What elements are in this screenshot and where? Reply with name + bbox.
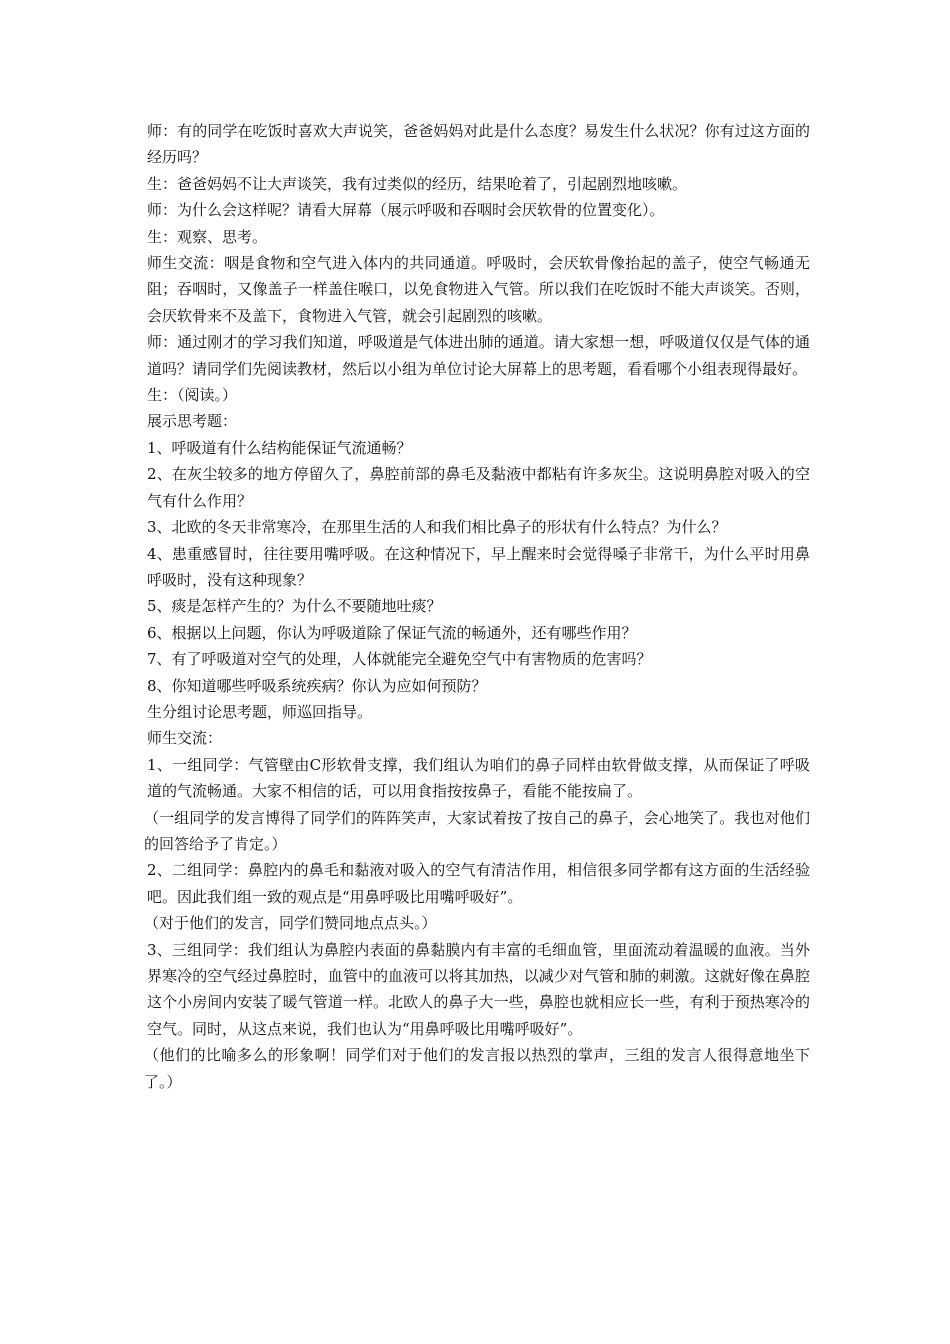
group-2-note: （对于他们的发言，同学们赞同地点点头。） <box>144 914 437 933</box>
document-page <box>144 118 810 1095</box>
question-5: 5、痰是怎样产生的？为什么不要随地吐痰？ <box>147 597 442 616</box>
exchange-heading: 师生交流： <box>147 729 223 748</box>
question-4: 4、患重感冒时，往往要用嘴呼吸。在这种情况下，早上醒来时会觉得嗓子非常干，为什么平时用鼻呼吸时，没有这种现象？ <box>147 544 810 589</box>
question-3: 3、北欧的冬天非常寒冷，在那里生活的人和我们相比鼻子的形状有什么特点？为什么？ <box>147 518 727 537</box>
group-discussion: 生分组讨论思考题，师巡回指导。 <box>147 702 373 721</box>
group-3-answer: 3、三组同学：我们组认为鼻腔内表面的鼻黏膜内有丰富的毛细血管，里面流动着温暖的血液。当外界寒冷的空气经过鼻腔时，血管中的血液可以将其加热，以减少对气管和肺的刺激。这就好像在鼻腔这个小房间内安装了暖气管道一样。北欧人的鼻子大一些，鼻腔也就相应长一些，有利于预热寒冷的空气。同时，从这点来说，我们也认为“用鼻呼吸比用嘴呼吸好”。 <box>147 940 810 1038</box>
question-8: 8、你知道哪些呼吸系统疾病？你认为应如何预防？ <box>147 676 487 695</box>
questions-heading: 展示思考题： <box>147 412 238 431</box>
group-2-answer: 2、二组同学：鼻腔内的鼻毛和黏液对吸入的空气有清洁作用，相信很多同学都有这方面的生活经验吧。因此我们组一致的观点是“用鼻呼吸比用嘴呼吸好”。 <box>147 861 810 906</box>
teacher-respiratory-tract: 师：通过刚才的学习我们知道，呼吸道是气体进出肺的通道。请大家想一想，呼吸道仅仅是气体的通道吗？请同学们先阅读教材，然后以小组为单位讨论大屏幕上的思考题，看看哪个小组表现得最好。 <box>147 333 810 378</box>
group-1-note: （一组同学的发言博得了同学们的阵阵笑声，大家试着按了按自己的鼻子，会心地笑了。我也对他们的回答给予了肯定。） <box>144 808 810 853</box>
group-3-note: （他们的比喻多么的形象啊！同学们对于他们的发言报以热烈的掌声，三组的发言人很得意地坐下了。） <box>144 1046 810 1091</box>
student-answer-dinner: 生：爸爸妈妈不让大声谈笑，我有过类似的经历，结果呛着了，引起剧烈地咳嗽。 <box>147 174 688 193</box>
question-2: 2、在灰尘较多的地方停留久了，鼻腔前部的鼻毛及黏液中都粘有许多灰尘。这说明鼻腔对吸入的空气有什么作用？ <box>147 465 810 510</box>
question-7: 7、有了呼吸道对空气的处理，人体就能完全避免空气中有害物质的危害吗？ <box>147 650 652 669</box>
student-reading: 生：（阅读。） <box>147 386 238 405</box>
group-1-answer: 1、一组同学：气管壁由C形软骨支撑，我们组认为咱们的鼻子同样由软骨做支撑，从而保证了呼吸道的气流畅通。大家不相信的话，可以用食指按按鼻子，看能不能按扁了。 <box>147 755 810 801</box>
student-observe: 生：观察、思考。 <box>147 227 268 246</box>
question-6: 6、根据以上问题，你认为呼吸道除了保证气流的畅通外，还有哪些作用？ <box>147 623 637 642</box>
question-1: 1、呼吸道有什么结构能保证气流通畅？ <box>147 438 412 457</box>
teacher-question-dinner: 师：有的同学在吃饭时喜欢大声说笑，爸爸妈妈对此是什么态度？易发生什么状况？你有过这方面的经历吗？ <box>147 122 810 167</box>
exchange-pharynx: 师生交流：咽是食物和空气进入体内的共同通道。呼吸时，会厌软骨像抬起的盖子，使空气畅通无阻；吞咽时，又像盖子一样盖住喉口，以免食物进入气管。所以我们在吃饭时不能大声谈笑。否则，会厌软骨来不及盖下，食物进入气管，就会引起剧烈的咳嗽。 <box>147 254 810 325</box>
teacher-why: 师：为什么会这样呢？请看大屏幕（展示呼吸和吞咽时会厌软骨的位置变化）。 <box>147 201 665 220</box>
